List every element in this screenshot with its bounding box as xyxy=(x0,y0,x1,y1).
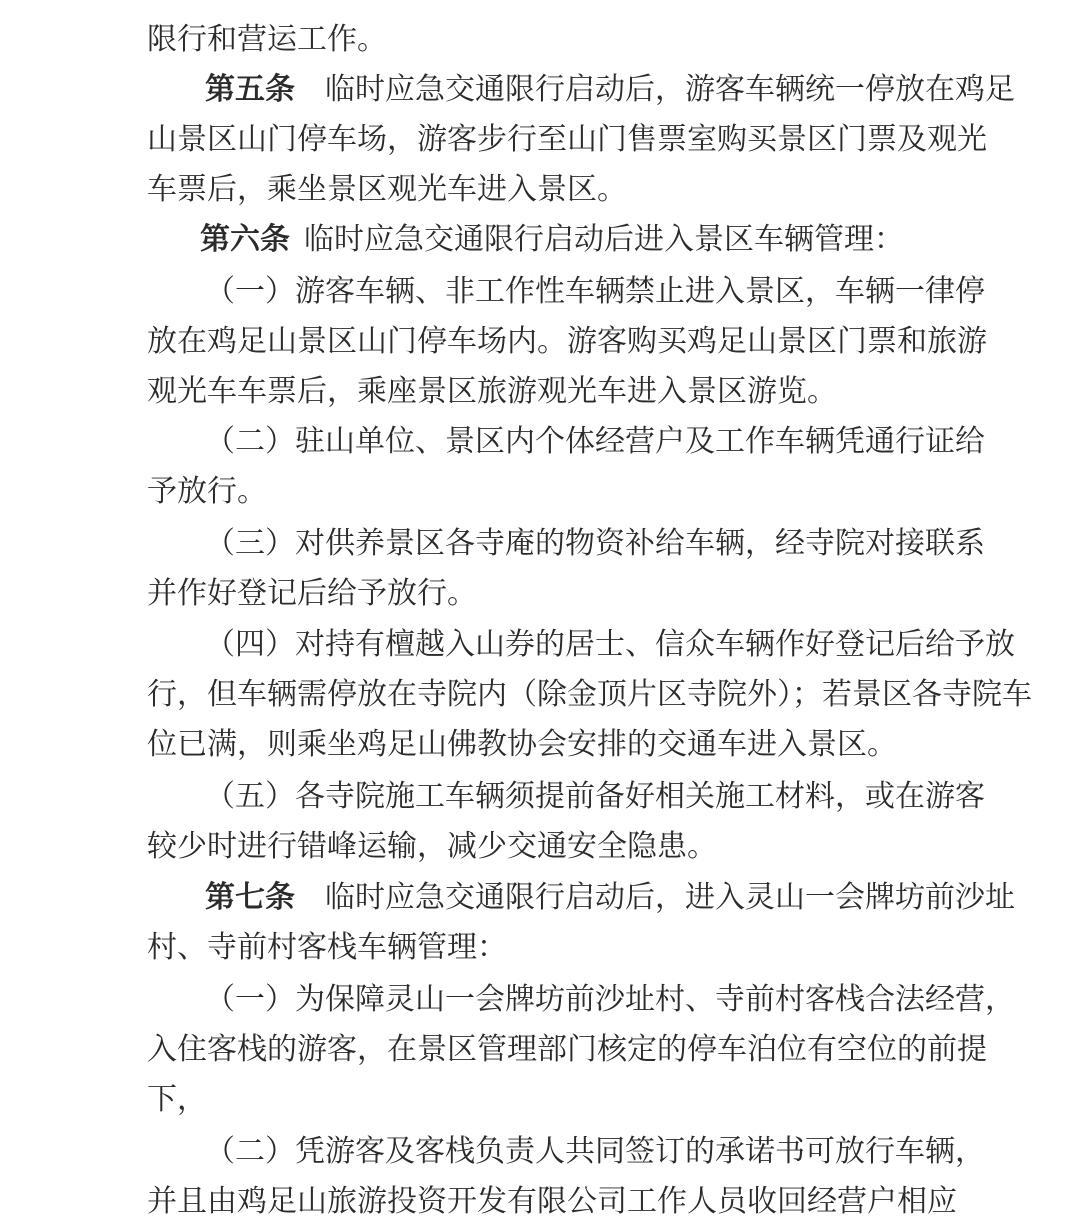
line-text: 位已满，则乘坐鸡足山佛教协会安排的交通车进入景区。 xyxy=(147,727,897,762)
line-text: 予放行。 xyxy=(147,474,267,509)
text-line xyxy=(0,20,1080,60)
line-text: （二）驻山单位、景区内个体经营户及工作车辆凭通行证给 xyxy=(205,424,985,459)
text-line xyxy=(0,980,1080,1020)
article-line xyxy=(0,220,1080,260)
line-text: 车票后，乘坐景区观光车进入景区。 xyxy=(147,172,627,207)
text-line xyxy=(0,625,1080,665)
text-line xyxy=(0,120,1080,160)
line-text: 观光车车票后，乘座景区旅游观光车进入景区游览。 xyxy=(147,374,837,409)
text-line xyxy=(0,524,1080,564)
article-heading: 第六条 xyxy=(200,222,290,257)
text-line xyxy=(0,322,1080,362)
line-text: 下， xyxy=(147,1082,207,1117)
text-line xyxy=(0,777,1080,817)
line-text: 行，但车辆需停放在寺院内（除金顶片区寺院外）；若景区各寺院车 xyxy=(147,677,1032,712)
line-text: 入住客栈的游客，在景区管理部门核定的停车泊位有空位的前提 xyxy=(147,1032,987,1067)
line-text: （五）各寺院施工车辆须提前备好相关施工材料，或在游客 xyxy=(205,779,985,814)
line-text: （四）对持有檀越入山券的居士、信众车辆作好登记后给予放 xyxy=(205,627,1015,662)
article-heading: 第七条 xyxy=(205,880,295,915)
article-heading: 第五条 xyxy=(205,72,295,107)
text-line xyxy=(0,1132,1080,1172)
text-line xyxy=(0,272,1080,312)
article-line xyxy=(0,878,1080,918)
text-line xyxy=(0,472,1080,512)
text-line xyxy=(0,827,1080,867)
line-text: 放在鸡足山景区山门停车场内。游客购买鸡足山景区门票和旅游 xyxy=(147,324,987,359)
line-text: 村、寺前村客栈车辆管理： xyxy=(147,930,507,965)
line-text: 限行和营运工作。 xyxy=(147,22,387,57)
article-line xyxy=(0,70,1080,110)
line-text: （一）为保障灵山一会牌坊前沙址村、寺前村客栈合法经营， xyxy=(205,982,1015,1017)
text-line xyxy=(0,675,1080,715)
line-text: 山景区山门停车场，游客步行至山门售票室购买景区门票及观光 xyxy=(147,122,987,157)
line-text: 临时应急交通限行启动后，游客车辆统一停放在鸡足 xyxy=(325,72,1015,107)
line-text: 较少时进行错峰运输，减少交通安全隐患。 xyxy=(147,829,717,864)
text-line xyxy=(0,928,1080,968)
text-line xyxy=(0,170,1080,210)
line-text: （三）对供养景区各寺庵的物资补给车辆，经寺院对接联系 xyxy=(205,526,985,561)
text-line xyxy=(0,1182,1080,1222)
text-line xyxy=(0,1030,1080,1070)
line-text: 并且由鸡足山旅游投资开发有限公司工作人员收回经营户相应 xyxy=(147,1184,957,1219)
line-text: （二）凭游客及客栈负责人共同签订的承诺书可放行车辆， xyxy=(205,1134,985,1169)
line-text: 并作好登记后给予放行。 xyxy=(147,576,477,611)
text-line xyxy=(0,725,1080,765)
line-text: 临时应急交通限行启动后进入景区车辆管理： xyxy=(304,222,904,257)
text-line xyxy=(0,574,1080,614)
line-text: （一）游客车辆、非工作性车辆禁止进入景区，车辆一律停 xyxy=(205,274,985,309)
text-line xyxy=(0,372,1080,412)
line-text: 临时应急交通限行启动后，进入灵山一会牌坊前沙址 xyxy=(325,880,1015,915)
text-line xyxy=(0,1080,1080,1120)
text-line xyxy=(0,422,1080,462)
